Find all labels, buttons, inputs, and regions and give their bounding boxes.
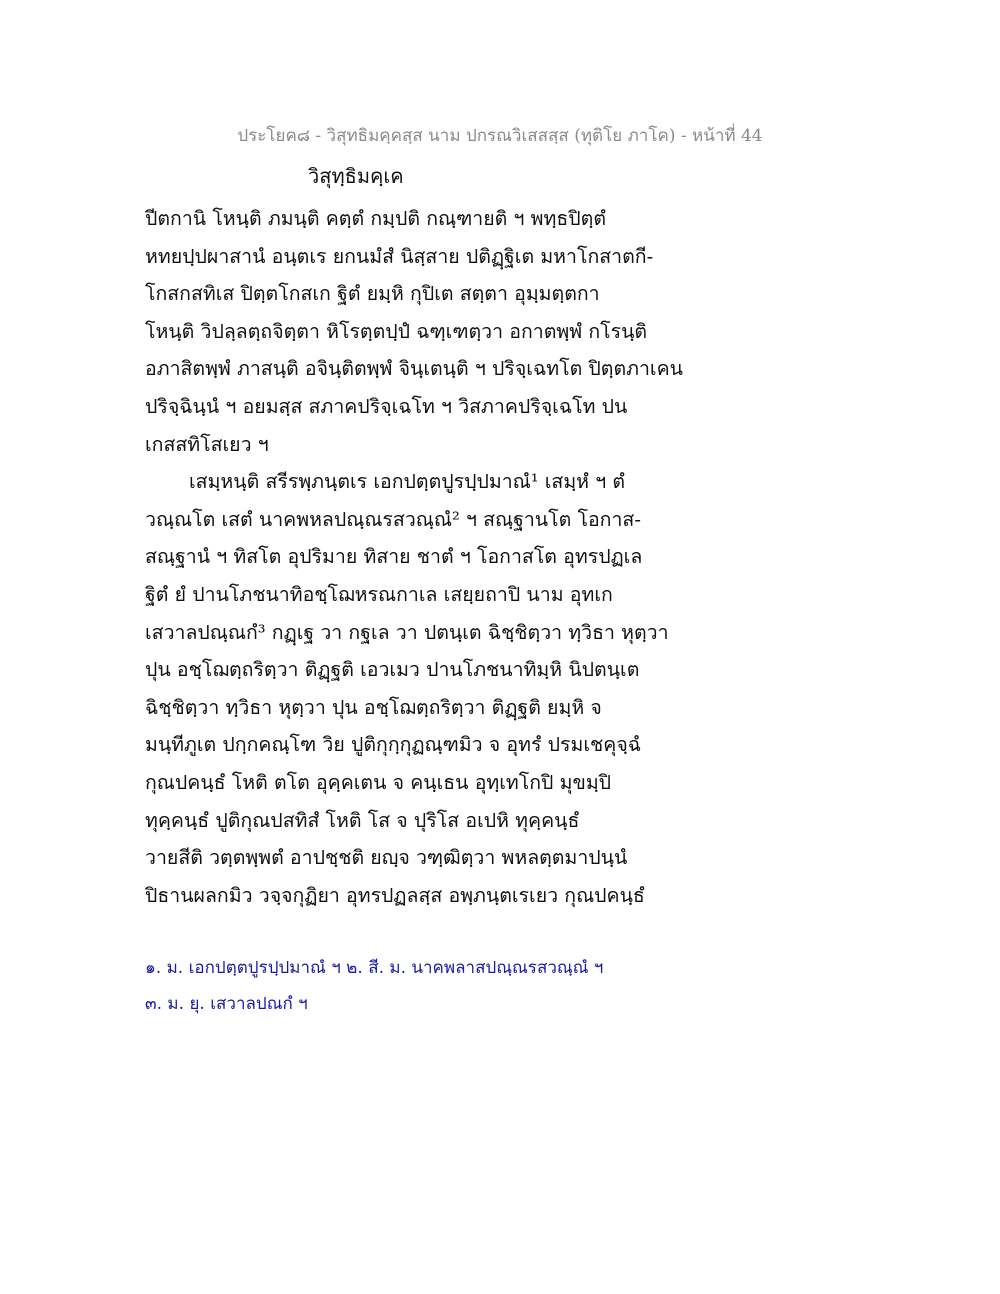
section-title: วิสุทฺธิมคฺเค: [308, 164, 404, 188]
text-line: ปิธานผลกมิว วจฺจกุฏิยา อุทรปฏลสฺส อพฺภนฺตเรเยว กุณปคนฺธํ: [145, 883, 645, 907]
body-text: [145, 200, 705, 914]
text-line: หทยปฺปผาสานํ อนฺตเร ยกนมํสํ นิสฺสาย ปติฏฺฐิเต มหาโกสาตกี-: [145, 244, 654, 268]
text-line: มนฺทีภูเต ปกฺกคณฺโฑ วิย ปูติกุกฺกุฏณฺฑมิว จ อุทรํ ปรมเชคุจฺฉํ: [145, 733, 642, 757]
running-header: ประโยค๘ - วิสุทธิมคฺคสฺส นาม ปกรณวิเสสสฺส (ทุติโย ภาโค) - หน้าที่ 44: [237, 126, 763, 146]
text-line: อภาสิตพฺพํ ภาสนฺติ อจินฺติตพฺพํ จินฺเตนฺติ ฯ ปริจฺเฉทโต ปิตฺตภาเคน: [145, 357, 683, 381]
text-line: โกสกสทิเส ปิตฺตโกสเก ฐิตํ ยมฺหิ กุปิเต สตฺตา อุมฺมตฺตกา: [145, 282, 600, 306]
text-line: ปีตกานิ โหนฺติ ภมนฺติ คตฺตํ กมฺปติ กณฺฑายติ ฯ พทฺธปิตฺตํ: [145, 207, 607, 230]
footnotes: [145, 950, 705, 1022]
text-line: ฉิชฺชิตฺวา ทฺวิธา หุตฺวา ปุน อชฺโฌตฺถริตฺวา ติฏฺฐติ ยมฺหิ จ: [145, 695, 602, 719]
text-line: วายสีติ วตฺตพฺพตํ อาปชฺชติ ยญฺจ วฑฺฒิตฺวา พหลตฺตมาปนฺนํ: [145, 846, 628, 870]
text-line: โหนฺติ วิปลฺลตฺถจิตฺตา หิโรตฺตปฺปํ ฉฑฺเฑตฺวา อกาตพฺพํ กโรนฺติ: [145, 319, 648, 343]
footnote-line: ๓. ม. ยุ. เสวาลปณกํ ฯ: [145, 994, 308, 1014]
text-line: ฐิตํ ยํ ปานโภชนาทิอชฺโฌหรณกาเล เสยฺยถาปิ นาม อุทเก: [145, 582, 613, 606]
text-line: เสมฺหนฺติ สรีรพฺภนฺตเร เอกปตฺตปูรปฺปมาณํ¹ เสมฺหํ ฯ ตํ: [189, 470, 626, 494]
text-line: วณฺณโต เสตํ นาคพหลปณฺณรสวณฺณํ² ฯ สณฺฐานโต โอกาส-: [145, 507, 641, 531]
text-line: กุณปคนฺธํ โหติ ตโต อุคฺคเตน จ คนฺเธน อุทฺเทโกปิ มุขมฺปิ: [145, 770, 612, 794]
text-line: เสวาลปณฺณกํ³ กฏฺเฐ วา กฐเล วา ปตนฺเต ฉิชฺชิตฺวา ทฺวิธา หุตฺวา: [145, 620, 669, 644]
footnote-line: ๑. ม. เอกปตฺตปูรปฺปมาณํ ฯ ๒. สี. ม. นาคพลาสปณฺณรสวณฺณํ ฯ: [145, 958, 604, 978]
text-line: ทุคฺคนฺธํ ปูติกุณปสทิสํ โหติ โส จ ปุริโส อเปหิ ทุคฺคนฺธํ: [145, 808, 580, 832]
text-line: สณฺฐานํ ฯ ทิสโต อุปริมาย ทิสาย ชาตํ ฯ โอกาสโต อุทรปฏเล: [145, 545, 643, 569]
text-line: ปริจฺฉินฺนํ ฯ อยมสฺส สภาคปริจฺเฉโท ฯ วิสภาคปริจฺเฉโท ปน: [145, 394, 628, 418]
text-line: เกสสทิโสเยว ฯ: [145, 432, 269, 456]
text-line: ปุน อชฺโฌตฺถริตฺวา ติฏฺฐติ เอวเมว ปานโภชนาทิมฺหิ นิปตนฺเต: [145, 658, 640, 682]
